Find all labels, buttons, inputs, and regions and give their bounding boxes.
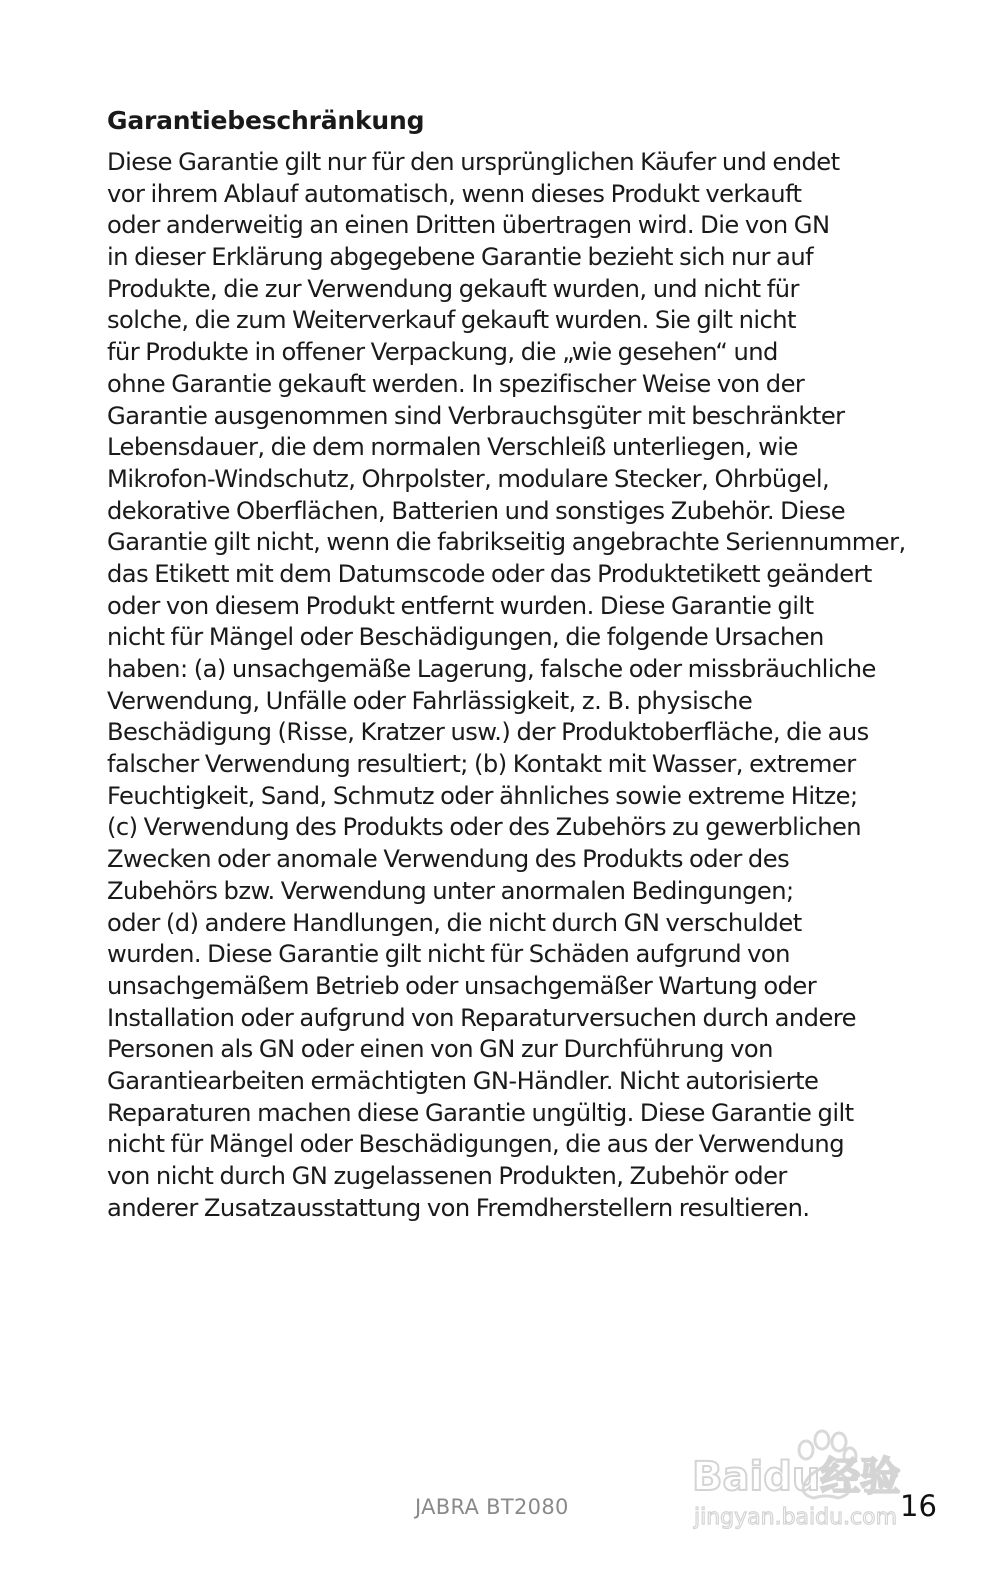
paragraph-line: wurden. Diese Garantie gilt nicht für Schäden aufgrund von [107,940,790,969]
paragraph-line: Garantiearbeiten ermächtigten GN-Händler. Nicht autorisierte [107,1066,819,1095]
paragraph-line: nicht für Mängel oder Beschädigungen, die aus der Verwendung [107,1130,845,1159]
paragraph-line: dekorative Oberflächen, Batterien und sonstiges Zubehör. Diese [107,496,846,525]
paragraph-line: Lebensdauer, die dem normalen Verschleiß unterliegen, wie [107,433,798,462]
paragraph-line: solche, die zum Weiterverkauf gekauft wurden. Sie gilt nicht [107,306,796,335]
paragraph-line: Zwecken oder anomale Verwendung des Produkts oder des [107,845,790,874]
paragraph-line: Garantie gilt nicht, wenn die fabrikseitig angebrachte Seriennummer, [107,528,906,557]
paragraph-line: Diese Garantie gilt nur für den ursprünglichen Käufer und endet [107,148,840,176]
paragraph-line: in dieser Erklärung abgegebene Garantie bezieht sich nur auf [107,243,814,272]
paragraph-line: Beschädigung (Risse, Kratzer usw.) der Produktoberfläche, die aus [107,718,869,747]
paragraph-line: Mikrofon-Windschutz, Ohrpolster, modulare Stecker, Ohrbügel, [107,464,830,493]
paragraph-line: Personen als GN oder einen von GN zur Durchführung von [107,1035,773,1064]
paragraph-line: oder (d) andere Handlungen, die nicht durch GN verschuldet [107,908,802,937]
paragraph-line: vor ihrem Ablauf automatisch, wenn dieses Produkt verkauft [107,179,802,208]
paragraph-line: Zubehörs bzw. Verwendung unter anormalen Bedingungen; [107,876,794,905]
paragraph-line: falscher Verwendung resultiert; (b) Kontakt mit Wasser, extremer [107,750,856,779]
paragraph-line: anderer Zusatzausstattung von Fremdherstellern resultieren. [107,1193,810,1222]
baidu-watermark [688,1428,918,1532]
section-heading: Garantiebeschränkung [107,106,425,135]
paragraph-line: für Produkte in offener Verpackung, die „wie gesehen“ und [107,338,778,367]
paragraph-line: haben: (a) unsachgemäße Lagerung, falsche oder missbräuchliche [107,655,876,683]
warranty-paragraph [107,147,906,1224]
paragraph-line: nicht für Mängel oder Beschädigungen, die folgende Ursachen [107,623,824,652]
paragraph-line: Reparaturen machen diese Garantie ungültig. Diese Garantie gilt [107,1098,854,1127]
paragraph-line: oder von diesem Produkt entfernt wurden. Diese Garantie gilt [107,591,814,620]
watermark-brand: Baidu经验 [692,1454,901,1500]
paragraph-line: von nicht durch GN zugelassenen Produkten, Zubehör oder [107,1162,787,1190]
paragraph-line: Garantie ausgenommen sind Verbrauchsgüter mit beschränkter [107,401,845,430]
paragraph-line: Installation oder aufgrund von Reparaturversuchen durch andere [107,1003,857,1032]
paragraph-line: Produkte, die zur Verwendung gekauft wurden, und nicht für [107,274,799,303]
paragraph-line: oder anderweitig an einen Dritten übertragen wird. Die von GN [107,211,830,240]
paragraph-line: (c) Verwendung des Produkts oder des Zubehörs zu gewerblichen [107,813,862,842]
page-number: 16 [900,1489,937,1523]
paragraph-line: unsachgemäßem Betrieb oder unsachgemäßer Wartung oder [107,971,817,1000]
paragraph-line: Feuchtigkeit, Sand, Schmutz oder ähnliches sowie extreme Hitze; [107,781,858,810]
paragraph-line: Verwendung, Unfälle oder Fahrlässigkeit, z. B. physische [107,686,753,715]
footer-product-label: JABRA BT2080 [415,1495,569,1519]
watermark-url: jingyan.baidu.com [694,1505,898,1530]
paragraph-line: das Etikett mit dem Datumscode oder das Produktetikett geändert [107,559,872,588]
paragraph-line: ohne Garantie gekauft werden. In spezifischer Weise von der [107,369,805,398]
